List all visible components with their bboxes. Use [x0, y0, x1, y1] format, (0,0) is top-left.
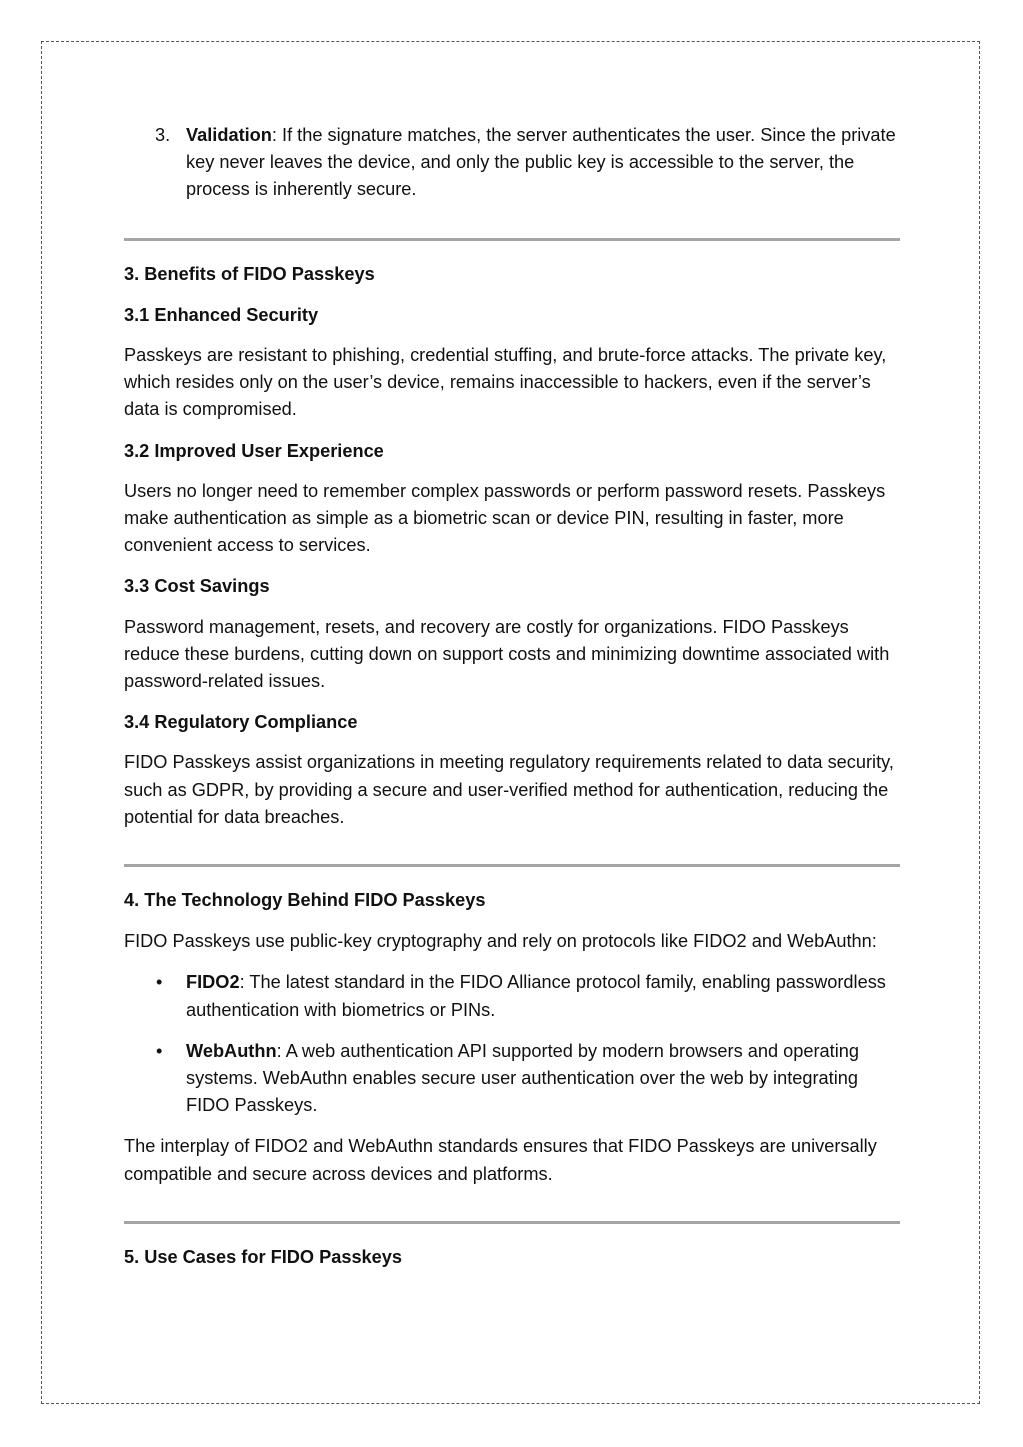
section-heading-benefits: 3. Benefits of FIDO Passkeys: [124, 263, 375, 284]
horizontal-rule: [124, 1221, 900, 1224]
list-item-text: : If the signature matches, the server authenticates the user. Since the private key never leaves the device, and only the public key is accessible to the server, the process is inherently secure.: [186, 125, 896, 200]
list-item-term: FIDO2: [186, 972, 240, 993]
paragraph-cost-savings: Password management, resets, and recovery are costly for organizations. FIDO Passkeys reduce these burdens, cutting down on support costs and minimizing downtime associated with password-related issues.: [124, 616, 890, 692]
bullet-icon: •: [156, 1040, 163, 1061]
subheading-user-experience: 3.2 Improved User Experience: [124, 440, 384, 461]
subheading-cost-savings: 3.3 Cost Savings: [124, 576, 270, 597]
horizontal-rule: [124, 238, 900, 241]
document-body: [124, 122, 900, 1271]
subheading-enhanced-security: 3.1 Enhanced Security: [124, 304, 319, 325]
list-number: 3.: [155, 125, 171, 145]
paragraph-user-experience: Users no longer need to remember complex passwords or perform password resets. Passkeys make authentication as simple as a biometric scan or device PIN, resulting in faster, more convenient access to services.: [124, 480, 886, 556]
bullet-list-item-fido2: [124, 969, 900, 1023]
section-heading-use-cases: 5. Use Cases for FIDO Passkeys: [124, 1246, 403, 1267]
subheading-regulatory-compliance: 3.4 Regulatory Compliance: [124, 712, 358, 733]
paragraph-enhanced-security: Passkeys are resistant to phishing, credential stuffing, and brute-force attacks. The private key, which resides only on the user’s device, remains inaccessible to hackers, even if the server’s data is compromised.: [124, 345, 887, 420]
horizontal-rule: [124, 864, 900, 867]
numbered-list-item-validation: [124, 122, 900, 204]
list-item-text: : A web authentication API supported by modern browsers and operating systems. WebAuthn enables secure user authentication over the web by integrating FIDO Passkeys.: [186, 1040, 859, 1116]
list-item-term: Validation: [186, 125, 272, 145]
bullet-list-item-webauthn: [124, 1038, 900, 1120]
paragraph-technology-intro: FIDO Passkeys use public-key cryptography and rely on protocols like FIDO2 and WebAuthn:: [124, 931, 877, 952]
paragraph-technology-outro: The interplay of FIDO2 and WebAuthn standards ensures that FIDO Passkeys are universally compatible and secure across devices and platforms.: [124, 1136, 877, 1184]
section-heading-technology: 4. The Technology Behind FIDO Passkeys: [124, 890, 486, 911]
paragraph-regulatory-compliance: FIDO Passkeys assist organizations in meeting regulatory requirements related to data security, such as GDPR, by providing a secure and user-verified method for authentication, reducing the potential for data breaches.: [124, 752, 894, 827]
list-item-term: WebAuthn: [186, 1040, 277, 1061]
bullet-icon: •: [156, 972, 163, 993]
list-item-text: : The latest standard in the FIDO Alliance protocol family, enabling passwordless authentication with biometrics or PINs.: [186, 972, 886, 1020]
